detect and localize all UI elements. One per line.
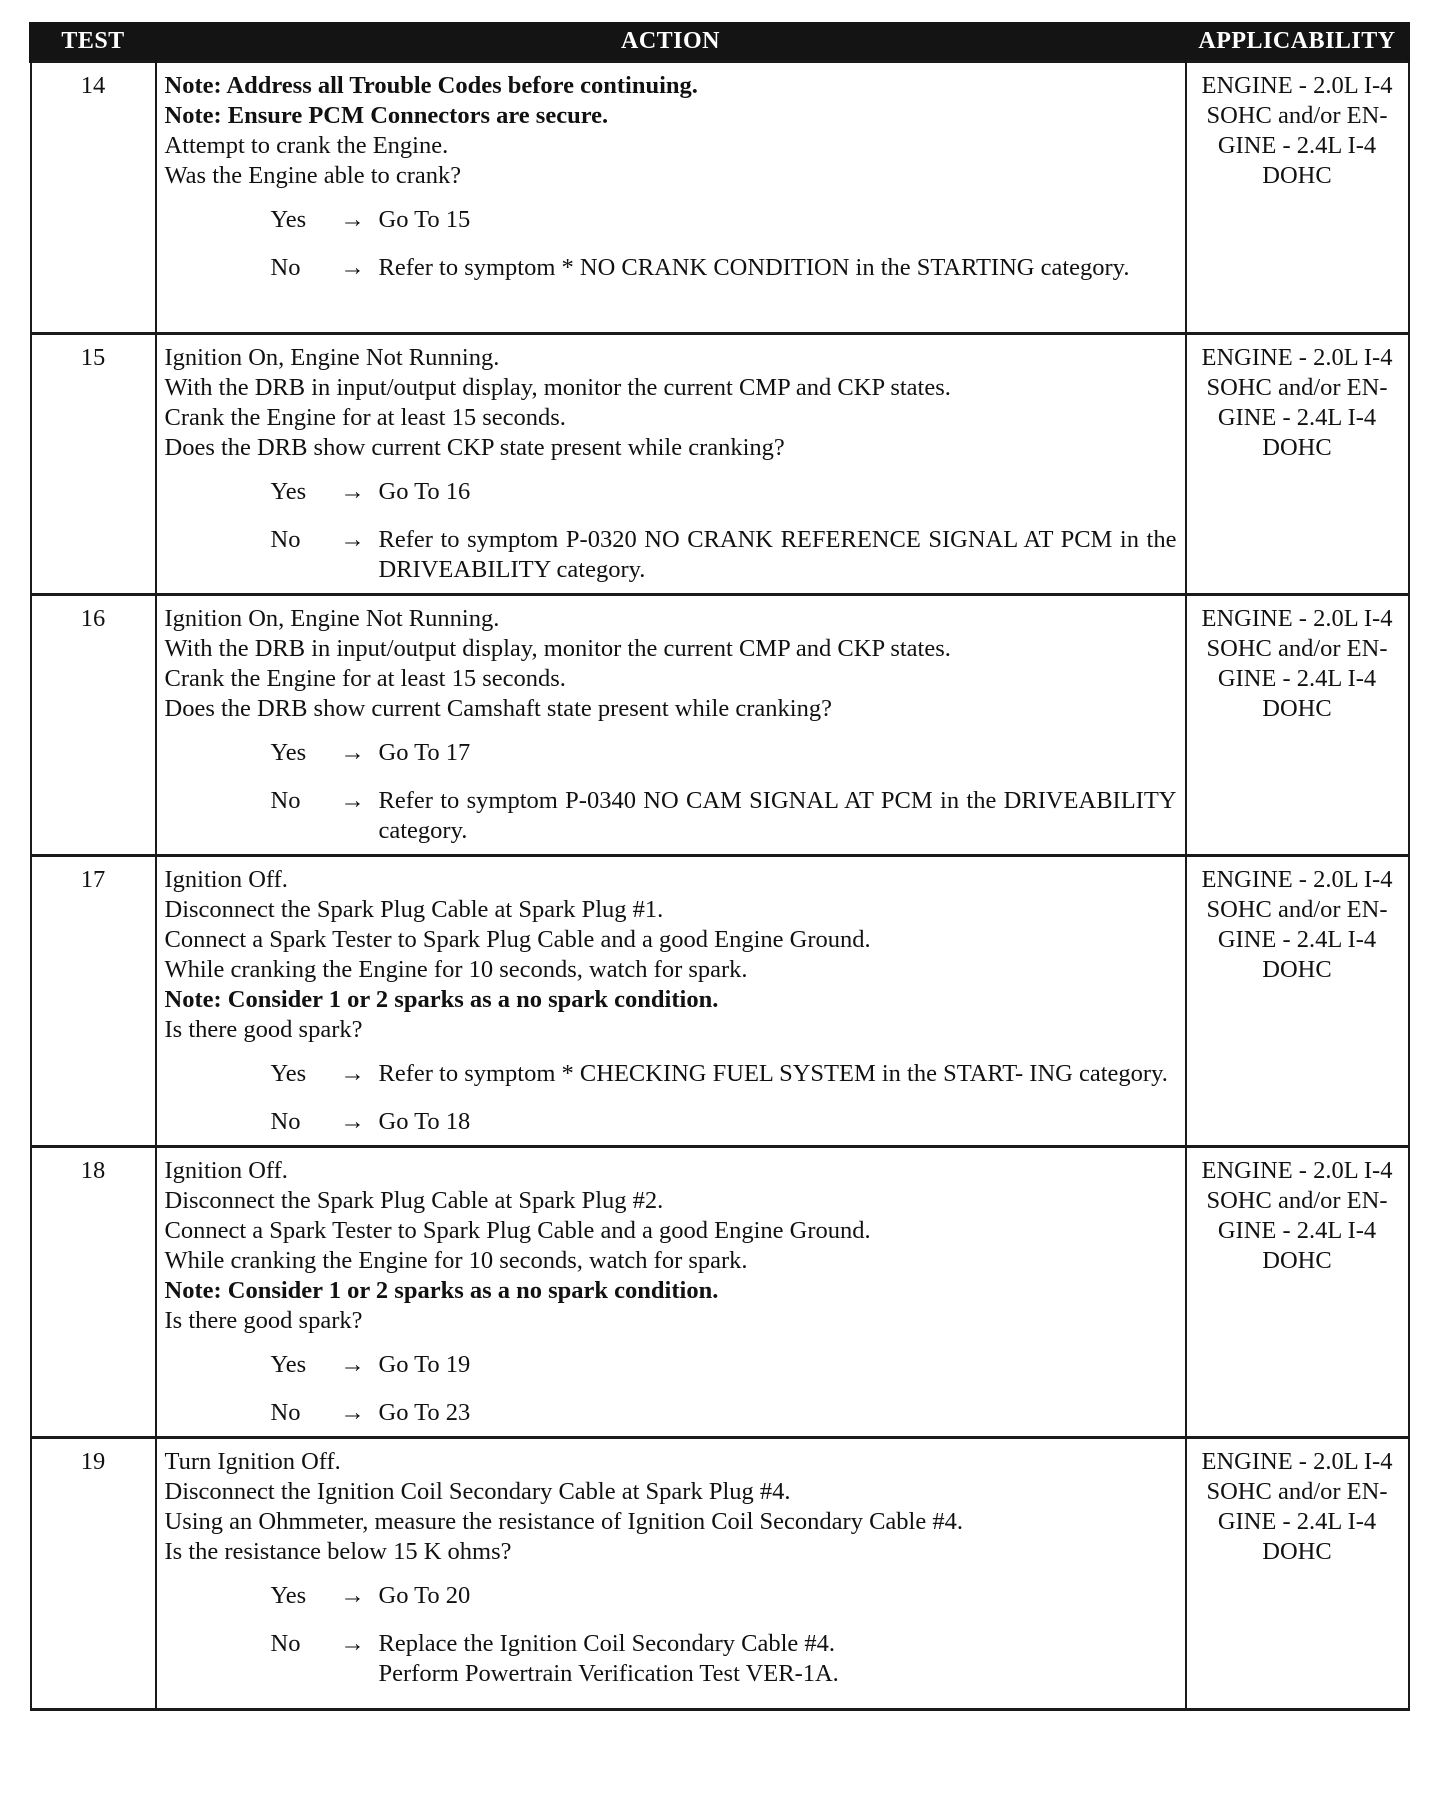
applicability-line: DOHC [1262, 1538, 1332, 1565]
action-cell [156, 856, 1186, 1147]
action-step: Crank the Engine for at least 15 seconds. [164, 665, 566, 692]
applicability-cell [1186, 595, 1409, 856]
action-step: Does the DRB show current CKP state present while cranking? [164, 434, 785, 461]
applicability-line: SOHC and/or EN- [1206, 1478, 1388, 1505]
answer-label: No [270, 1399, 301, 1426]
table-header-row [31, 22, 1409, 62]
applicability-line: ENGINE - 2.0L I-4 [1201, 1157, 1393, 1184]
applicability-line: ENGINE - 2.0L I-4 [1201, 72, 1393, 99]
action-step: Crank the Engine for at least 15 seconds. [164, 404, 566, 431]
action-step: Does the DRB show current Camshaft state present while cranking? [164, 695, 832, 722]
answer-option [165, 1398, 1177, 1428]
answer-result: Go To 15 [378, 206, 471, 233]
answer-result: Go To 16 [378, 478, 471, 505]
action-step: Is the resistance below 15 K ohms? [164, 1538, 512, 1565]
action-step: While cranking the Engine for 10 seconds, watch for spark. [164, 1247, 748, 1274]
diagnostic-test-table [29, 22, 1410, 1711]
applicability-line: SOHC and/or EN- [1206, 1187, 1388, 1214]
table-row [31, 1438, 1409, 1710]
action-note: Note: Address all Trouble Codes before continuing. [164, 72, 698, 99]
answer-option [165, 253, 1177, 283]
answer-result: Go To 18 [378, 1108, 471, 1135]
applicability-line: SOHC and/or EN- [1206, 102, 1388, 129]
action-step: With the DRB in input/output display, monitor the current CMP and CKP states. [164, 635, 951, 662]
action-step: Was the Engine able to crank? [164, 162, 462, 189]
header-applicability: APPLICABILITY [1186, 22, 1409, 62]
action-step: Ignition Off. [164, 1157, 288, 1184]
applicability-cell [1186, 1147, 1409, 1438]
action-step: Ignition On, Engine Not Running. [164, 344, 500, 371]
header-action: ACTION [156, 22, 1186, 62]
action-cell [156, 62, 1186, 334]
action-step: Connect a Spark Tester to Spark Plug Cable and a good Engine Ground. [164, 926, 871, 953]
applicability-line: GINE - 2.4L I-4 [1217, 404, 1377, 431]
action-cell [156, 334, 1186, 595]
applicability-line: GINE - 2.4L I-4 [1217, 132, 1377, 159]
right-arrow-icon: → [340, 1108, 365, 1135]
table-row [31, 62, 1409, 334]
action-note: Note: Consider 1 or 2 sparks as a no spark condition. [164, 1277, 719, 1304]
action-step: Connect a Spark Tester to Spark Plug Cable and a good Engine Ground. [164, 1217, 871, 1244]
applicability-line: ENGINE - 2.0L I-4 [1201, 1448, 1393, 1475]
table-body [31, 62, 1409, 1710]
answer-label: Yes [270, 739, 307, 766]
action-note: Note: Consider 1 or 2 sparks as a no spark condition. [164, 986, 719, 1013]
applicability-line: DOHC [1262, 434, 1332, 461]
answer-label: Yes [270, 1351, 307, 1378]
applicability-line: DOHC [1262, 695, 1332, 722]
right-arrow-icon: → [340, 1582, 365, 1609]
answer-label: Yes [270, 206, 307, 233]
right-arrow-icon: → [340, 254, 365, 281]
answer-options [165, 1059, 1177, 1137]
table-row [31, 1147, 1409, 1438]
answer-option [165, 1059, 1177, 1089]
action-step: Disconnect the Spark Plug Cable at Spark Plug #2. [164, 1187, 664, 1214]
answer-option [165, 205, 1177, 235]
action-step: Attempt to crank the Engine. [164, 132, 449, 159]
answer-option [165, 525, 1177, 585]
answer-result: Refer to symptom * CHECKING FUEL SYSTEM in the START- ING category. [378, 1060, 1168, 1087]
action-step: Ignition On, Engine Not Running. [164, 605, 500, 632]
answer-label: Yes [270, 1060, 307, 1087]
applicability-cell [1186, 856, 1409, 1147]
applicability-cell [1186, 62, 1409, 334]
action-step: Using an Ohmmeter, measure the resistance of Ignition Coil Secondary Cable #4. [164, 1508, 963, 1535]
action-cell [156, 595, 1186, 856]
answer-result: Go To 20 [378, 1582, 471, 1609]
applicability-line: GINE - 2.4L I-4 [1217, 1508, 1377, 1535]
right-arrow-icon: → [340, 526, 365, 553]
applicability-line: ENGINE - 2.0L I-4 [1201, 866, 1393, 893]
answer-result: Go To 23 [378, 1399, 471, 1426]
answer-label: No [270, 526, 301, 553]
test-number: 15 [31, 334, 156, 595]
right-arrow-icon: → [340, 1399, 365, 1426]
action-step: While cranking the Engine for 10 seconds, watch for spark. [164, 956, 748, 983]
action-step: Ignition Off. [164, 866, 288, 893]
applicability-line: DOHC [1262, 1247, 1332, 1274]
answer-label: No [270, 1630, 301, 1657]
answer-result: Refer to symptom * NO CRANK CONDITION in the STARTING category. [378, 254, 1130, 281]
action-cell [156, 1147, 1186, 1438]
action-note: Note: Ensure PCM Connectors are secure. [164, 102, 609, 129]
action-cell [156, 1438, 1186, 1710]
answer-result: Refer to symptom P-0320 NO CRANK REFERENCE SIGNAL AT PCM in the DRIVEABILITY category. [378, 526, 1177, 583]
answer-option [165, 786, 1177, 846]
test-number: 16 [31, 595, 156, 856]
right-arrow-icon: → [340, 1630, 365, 1657]
action-step: Disconnect the Ignition Coil Secondary Cable at Spark Plug #4. [164, 1478, 791, 1505]
answer-option [165, 1629, 1177, 1689]
applicability-line: SOHC and/or EN- [1206, 896, 1388, 923]
action-step: Is there good spark? [164, 1307, 363, 1334]
applicability-line: DOHC [1262, 162, 1332, 189]
applicability-line: GINE - 2.4L I-4 [1217, 926, 1377, 953]
answer-options [165, 1350, 1177, 1428]
answer-options [165, 1581, 1177, 1689]
action-step: With the DRB in input/output display, monitor the current CMP and CKP states. [164, 374, 951, 401]
answer-option [165, 1350, 1177, 1380]
right-arrow-icon: → [340, 787, 365, 814]
test-number: 19 [31, 1438, 156, 1710]
answer-options [165, 477, 1177, 585]
right-arrow-icon: → [340, 1060, 365, 1087]
diagnostic-procedure-sheet [29, 22, 1407, 1711]
applicability-cell [1186, 1438, 1409, 1710]
applicability-line: DOHC [1262, 956, 1332, 983]
header-test: TEST [31, 22, 156, 62]
answer-label: No [270, 254, 301, 281]
table-row [31, 856, 1409, 1147]
answer-option [165, 738, 1177, 768]
applicability-line: ENGINE - 2.0L I-4 [1201, 605, 1393, 632]
test-number: 17 [31, 856, 156, 1147]
test-number: 14 [31, 62, 156, 334]
applicability-line: SOHC and/or EN- [1206, 635, 1388, 662]
table-row [31, 595, 1409, 856]
action-step: Disconnect the Spark Plug Cable at Spark Plug #1. [164, 896, 664, 923]
right-arrow-icon: → [340, 739, 365, 766]
applicability-cell [1186, 334, 1409, 595]
answer-option [165, 477, 1177, 507]
table-row [31, 334, 1409, 595]
answer-result: Go To 17 [378, 739, 471, 766]
answer-result: Refer to symptom P-0340 NO CAM SIGNAL AT PCM in the DRIVEABILITY category. [378, 787, 1177, 844]
answer-label: No [270, 1108, 301, 1135]
test-number: 18 [31, 1147, 156, 1438]
answer-result: Go To 19 [378, 1351, 471, 1378]
right-arrow-icon: → [340, 206, 365, 233]
applicability-line: GINE - 2.4L I-4 [1217, 1217, 1377, 1244]
answer-option [165, 1107, 1177, 1137]
answer-label: Yes [270, 478, 307, 505]
action-step: Turn Ignition Off. [164, 1448, 341, 1475]
answer-result: Replace the Ignition Coil Secondary Cable #4. Perform Powertrain Verification Test VER-1A. [378, 1630, 839, 1687]
answer-option [165, 1581, 1177, 1611]
answer-options [165, 738, 1177, 846]
answer-label: Yes [270, 1582, 307, 1609]
applicability-line: GINE - 2.4L I-4 [1217, 665, 1377, 692]
answer-label: No [270, 787, 301, 814]
answer-options [165, 205, 1177, 283]
action-step: Is there good spark? [164, 1016, 363, 1043]
right-arrow-icon: → [340, 1351, 365, 1378]
applicability-line: ENGINE - 2.0L I-4 [1201, 344, 1393, 371]
right-arrow-icon: → [340, 478, 365, 505]
applicability-line: SOHC and/or EN- [1206, 374, 1388, 401]
